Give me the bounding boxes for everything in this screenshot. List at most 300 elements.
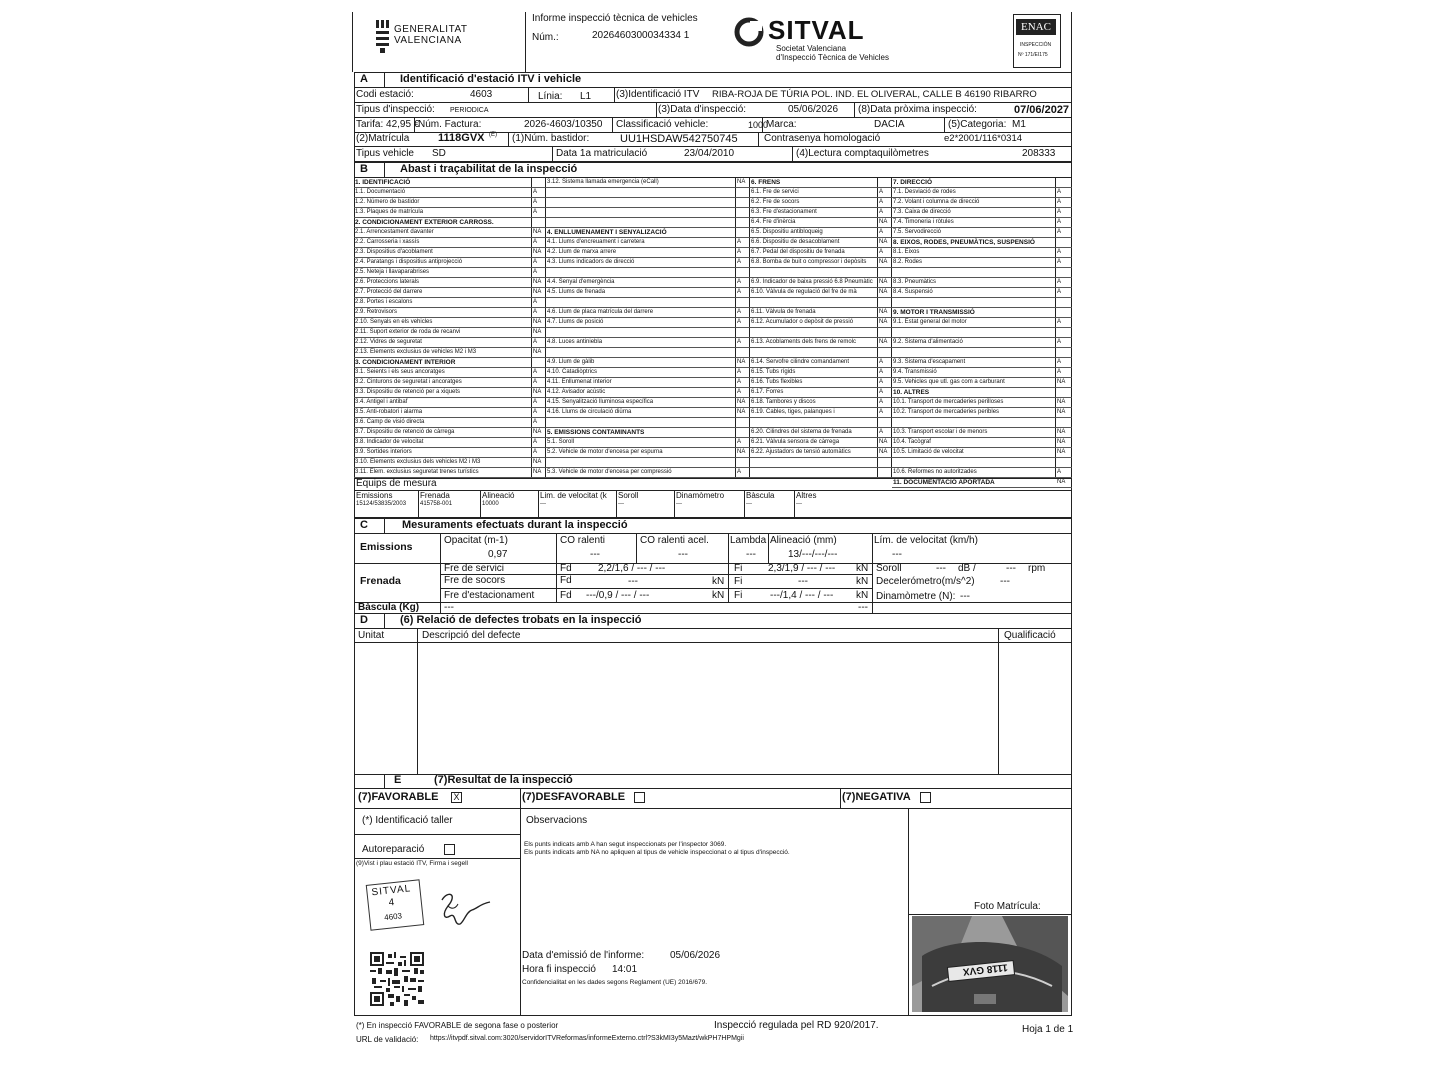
section-c-letter: C [360, 519, 368, 531]
checklist-item-result: A [737, 289, 742, 295]
checklist-item-label: 10. ALTRES [893, 389, 930, 396]
checklist-item-label: 4.11. Enllumenat interior [547, 379, 612, 385]
checklist-item [354, 198, 546, 208]
section-d [354, 614, 1072, 774]
checklist-item [750, 218, 892, 228]
checklist-item [750, 278, 892, 288]
checklist-item [892, 338, 1072, 348]
report-num: 2026460300034334 1 [592, 30, 690, 41]
checklist-item [750, 428, 892, 438]
checklist-item-label: 6.16. Tubs flexibles [751, 379, 803, 385]
checklist-item [750, 458, 892, 468]
equip-value: 15124/53835/2003 [356, 501, 407, 507]
checklist-item-label: 2.11. Suport exterior de roda de recanvi [355, 329, 461, 335]
checklist-item-label: 8.3. Pneumàtics [893, 279, 937, 285]
checklist-item-label: 10.1. Transport de mercaderies perilloses [893, 399, 1004, 405]
checklist-item-label: 5.1. Soroll [547, 439, 575, 445]
checklist-item [354, 438, 546, 448]
checklist-item [750, 308, 892, 318]
equip-cell [354, 490, 418, 517]
checklist-item [892, 368, 1072, 378]
checklist-item-label: 4.5. Llums de frenada [547, 289, 606, 295]
checklist-item [546, 448, 750, 458]
checklist-item [354, 428, 546, 438]
equip-cell [538, 490, 616, 517]
brand-sub-2: d'Inspecció Tècnica de Vehicles [776, 53, 890, 62]
checklist-item-label: 5.3. Vehicle de motor d'encesa per compressió [547, 469, 672, 475]
checklist-item [892, 418, 1072, 428]
checklist-item-label: 8.4. Suspensió [893, 289, 933, 295]
org-name-1: GENERALITAT [394, 24, 468, 35]
checklist-item-label: 4.15. Senyalització lluminosa específica [547, 399, 654, 405]
checklist-item [354, 218, 546, 228]
checklist-item-result: NA [737, 409, 746, 415]
checklist-item-result: NA [533, 329, 542, 335]
checklist-item [750, 378, 892, 388]
footer-note: (*) En inspecció FAVORABLE de segona fase o posterior [356, 1021, 559, 1030]
checklist-item [546, 468, 750, 478]
col-qualificacio: Qualificació [1004, 630, 1056, 641]
checklist-item [892, 398, 1072, 408]
checklist-item-label: 6.10. Vàlvula de regulació del fre de mà [751, 289, 857, 295]
checklist-item-label: 2.6. Proteccions laterals [355, 279, 420, 285]
checklist-item [354, 318, 546, 328]
checklist-item-result: A [1057, 469, 1062, 475]
checklist-item-result: NA [1057, 439, 1066, 445]
checklist-item [354, 288, 546, 298]
checklist-item-label: 6.18. Tambores y discos [751, 399, 816, 405]
checklist-item-label: 1.1. Documentació [355, 189, 406, 195]
checklist-item [546, 458, 750, 468]
checklist-item-label: 3.3. Dispositiu de retenció per a xiquets [355, 389, 461, 395]
checklist-item-label: 3.11. Elem. exclusius seguretat trenes turístics [355, 469, 479, 475]
checklist-item [546, 298, 750, 308]
checklist-item-label: 9.1. Estat general del motor [893, 319, 967, 325]
checklist-item [354, 418, 546, 428]
checklist-item-label: 7.1. Desviació de rodes [893, 189, 956, 195]
col-descripcio: Descripció del defecte [422, 630, 521, 641]
checklist-item-label: 7.4. Timoneria i ròtules [893, 219, 954, 225]
checklist-item-label: 8.1. Eixos [893, 249, 920, 255]
checklist-item [892, 298, 1072, 308]
checklist-item-label: 6.22. Ajustadors de tensió automàtics [751, 449, 851, 455]
equip-name: Bàscula [746, 491, 775, 500]
checklist-item-label: 9.4. Transmissió [893, 369, 937, 375]
checklist-item-result: A [533, 439, 538, 445]
checklist-item [354, 468, 546, 478]
checklist-item [892, 448, 1072, 458]
checklist-item [892, 388, 1072, 398]
equip-value: 415758-001 [420, 501, 453, 507]
section-b-letter: B [360, 163, 368, 175]
checklist-item-result: NA [533, 249, 542, 255]
checklist-item-label: 5.2. Vehicle de motor d'encesa per espurna [547, 449, 663, 455]
checklist-item-label: 6.8. Bomba de buit o compressor i depòsits [751, 259, 867, 265]
checklist-item-label: 6.5. Dispositiu antibloqueig [751, 229, 823, 235]
section-c: C Mesuraments efectuats durant la inspecció Emissions Opacitat (m-1) 0,97 CO ralenti --- CO ralenti acel. --- Lambda --- Alineació (mm) 13/---/---/--- Lím. de velocitat (km/h) --- Frenada Fre de servici Fre de socors Fre d'estacionament Fd 2,2/1,6 / --- / --- Fd --- kN Fd ---/0,9 / --- / --- kN Fi 2,3/1,9 / --- / --- kN Fi --- kN Fi ---/1,4 / --- / --- kN Soroll --- dB / --- rpm Decelerómetro(m/s^2) --- Dinamòmetre (N): --- Bàscula (Kg) --- --- [354, 518, 1072, 614]
foto-matricula-label: Foto Matrícula: [974, 901, 1041, 912]
checklist-item-result: A [533, 209, 538, 215]
checklist-item-label: 4.3. Llums indicadors de direcció [547, 259, 635, 265]
checklist-item [892, 408, 1072, 418]
checklist-item-result: A [879, 399, 884, 405]
section-a-letter: A [360, 73, 368, 85]
checklist-item-result: NA [879, 219, 888, 225]
report-title: Informe inspecció tècnica de vehicles [532, 13, 698, 24]
checklist-item-label: 3.2. Cinturons de seguretat i ancoratges [355, 379, 462, 385]
checklist-item [354, 308, 546, 318]
equip-cell [418, 490, 480, 517]
checklist-item [354, 258, 546, 268]
brand-sub-1: Societat Valenciana [776, 44, 847, 53]
checklist-column [892, 178, 1072, 486]
checklist-item-label: 2.12. Vidres de seguretat [355, 339, 422, 345]
checklist-item-label: 8.2. Rodes [893, 259, 923, 265]
checklist-item-result: NA [737, 179, 746, 185]
checklist-item-label: 6.6. Dispositiu de desacoblament [751, 239, 840, 245]
checklist-item [750, 248, 892, 258]
equip-cell [480, 490, 538, 517]
checklist-item [750, 408, 892, 418]
report-num-label: Núm.: [532, 32, 559, 43]
observacio-1: Els punts indicats amb A han segut inspeccionats per l'inspector 3069. [524, 841, 727, 848]
checklist-item-result: A [879, 229, 884, 235]
autoreparacio-checkbox [444, 844, 455, 855]
section-d-letter: D [360, 614, 368, 626]
checklist-item-result: A [1057, 339, 1062, 345]
checklist-item-result: NA [533, 429, 542, 435]
checklist-item [892, 248, 1072, 258]
equip-cell [794, 490, 1072, 517]
checklist-item [354, 298, 546, 308]
checklist-item-result: A [737, 319, 742, 325]
hora: 14:01 [612, 964, 638, 975]
checklist-item-result: A [879, 389, 884, 395]
checklist-item-result: NA [737, 399, 746, 405]
checklist-item-result: NA [879, 319, 888, 325]
checklist-item-label: 6.1. Fre de servici [751, 189, 799, 195]
checklist-item [750, 258, 892, 268]
checklist-item-result: A [1057, 319, 1062, 325]
checklist-item-result: A [737, 339, 742, 345]
checklist-item [546, 338, 750, 348]
checklist-item [546, 268, 750, 278]
checklist-item [750, 298, 892, 308]
checklist-item-result: NA [533, 389, 542, 395]
checklist-item [546, 388, 750, 398]
checklist-item-result: NA [879, 279, 888, 285]
footer [354, 1018, 1074, 1048]
checklist-item [354, 268, 546, 278]
checklist-column [750, 178, 892, 478]
checklist-item-result: NA [533, 319, 542, 325]
checklist-item-result: A [879, 409, 884, 415]
plate-text: 1118 GVX [962, 961, 1009, 977]
sitval-logo-icon [734, 17, 764, 47]
equip-value: --- [746, 501, 752, 507]
checklist-item-result: A [879, 209, 884, 215]
checklist-item-result: A [533, 269, 538, 275]
equip-name: Dinamòmetro [676, 491, 725, 500]
checklist-item [892, 198, 1072, 208]
favorable-checkbox: X [451, 792, 462, 803]
equip-cell [616, 490, 674, 517]
checklist-item [546, 398, 750, 408]
checklist-item-label: 6.9. Indicador de baixa pressió 6.8 Pneumàtic [751, 279, 873, 285]
validation-url[interactable]: https://itvpdf.sitval.com:3020/servidorITVReformas/informeExterno.ctrl?S3kMI3y5Mazt/wkPH7HPMgii [430, 1035, 744, 1042]
equips-label: Equips de mesura [356, 478, 437, 489]
checklist-item [546, 248, 750, 258]
checklist-item-label: 4.12. Avisador acústic [547, 389, 606, 395]
equip-name: Alineació [482, 491, 515, 500]
checklist-item-result: A [533, 239, 538, 245]
checklist-item-label: 6.2. Fre de socors [751, 199, 800, 205]
checklist-item-label: 2.3. Dispositius d'acoblament [355, 249, 433, 255]
checklist-item [892, 468, 1072, 478]
checklist-item-result: NA [1057, 449, 1066, 455]
checklist-item [546, 178, 750, 188]
checklist-item [354, 278, 546, 288]
equip-value: --- [618, 501, 624, 507]
checklist-item-label: 6.4. Fre d'inèrcia [751, 219, 796, 225]
checklist-item [750, 468, 892, 478]
checklist-item-result: A [533, 199, 538, 205]
checklist-item-result: NA [533, 229, 542, 235]
checklist-item-label: 3.9. Sortides interiors [355, 449, 412, 455]
checklist-item-result: A [737, 259, 742, 265]
checklist-item [750, 268, 892, 278]
checklist-item-result: A [533, 339, 538, 345]
checklist-item [546, 198, 750, 208]
checklist-item-label: 9.2. Sistema d'alimentació [893, 339, 963, 345]
checklist-item-result: A [533, 399, 538, 405]
checklist-item [546, 328, 750, 338]
checklist-item [892, 268, 1072, 278]
checklist-item-result: NA [737, 359, 746, 365]
checklist-item-label: 1.3. Plaques de matrícula [355, 209, 424, 215]
checklist-item [892, 438, 1072, 448]
checklist-item-label: 10.2. Transport de mercaderies peribles [893, 409, 1000, 415]
checklist-item-result: A [737, 279, 742, 285]
result-negativa: (7)NEGATIVA [842, 791, 911, 803]
checklist-item [750, 418, 892, 428]
section-e-title: (7)Resultat de la inspecció [434, 774, 573, 786]
checklist-item [546, 408, 750, 418]
checklist-item-label: 7.3. Caixa de direcció [893, 209, 951, 215]
checklist-item-label: 3.4. Antigel i antibaf [355, 399, 408, 405]
section-b-title: Abast i traçabilitat de la inspecció [400, 163, 578, 175]
checklist-item [354, 378, 546, 388]
checklist-item [354, 188, 546, 198]
checklist-item [750, 368, 892, 378]
section-c-title: Mesuraments efectuats durant la inspecció [402, 519, 628, 531]
checklist-item [750, 438, 892, 448]
checklist-item [546, 438, 750, 448]
section-d-title: (6) Relació de defectes trobats en la inspecció [400, 614, 642, 626]
checklist-item [892, 328, 1072, 338]
checklist-item-result: A [879, 249, 884, 255]
checklist-item-label: 10.6. Reformes no autoritzades [893, 469, 977, 475]
checklist-item-label: 3.12. Sistema llamada emergencia (eCall) [547, 179, 659, 185]
equip-name: Altres [796, 491, 817, 500]
checklist-item-result: A [1057, 279, 1062, 285]
org-name-2: VALENCIANA [394, 35, 462, 46]
checklist-item-label: 10.5. Limitació de velocitat [893, 449, 964, 455]
checklist-item-result: A [737, 369, 742, 375]
checklist-item [546, 278, 750, 288]
checklist-item-result: NA [533, 289, 542, 295]
checklist-item-result: A [533, 409, 538, 415]
station-stamp: SITVAL 4 4603 [366, 879, 425, 930]
checklist-item [892, 308, 1072, 318]
checklist-item [892, 258, 1072, 268]
checklist-item [546, 418, 750, 428]
checklist-item-result: NA [1057, 429, 1066, 435]
checklist-item-label: 2.13. Elements exclusius de vehicles M2 i M3 [355, 349, 477, 355]
checklist-item [546, 318, 750, 328]
checklist-item [892, 178, 1072, 188]
checklist-item-label: 4.8. Luces antiniebla [547, 339, 603, 345]
checklist-item [750, 228, 892, 238]
checklist-item-label: 6.14. Servofre cilindre comandament [751, 359, 850, 365]
section-e [354, 774, 1072, 1016]
taller-label: (*) Identificació taller [362, 815, 453, 826]
checklist-item-label: 7.5. Servodirecció [893, 229, 942, 235]
checklist-item-label: 10.3. Transport escolar i de menors [893, 429, 988, 435]
checklist-item-label: 6. FRENS [751, 179, 781, 186]
header [352, 12, 1072, 72]
checklist-item-result: A [1057, 229, 1062, 235]
checklist-item-result: NA [879, 309, 888, 315]
checklist-item [750, 398, 892, 408]
checklist-item [354, 348, 546, 358]
checklist-item-label: 4.10. Catadiòptrics [547, 369, 598, 375]
qr-code [370, 952, 424, 1006]
checklist-item [546, 308, 750, 318]
checklist-item-label: 6.13. Acoblaments dels frens de remolc [751, 339, 857, 345]
checklist-item [546, 368, 750, 378]
checklist-item [892, 238, 1072, 248]
checklist-item-result: A [533, 449, 538, 455]
checklist-item [750, 358, 892, 368]
checklist-item-result: A [533, 379, 538, 385]
checklist-item [892, 458, 1072, 468]
equip-value: 10000 [482, 501, 499, 507]
checklist-item-result: A [533, 309, 538, 315]
checklist-item [750, 208, 892, 218]
checklist-item-result: A [737, 389, 742, 395]
checklist-item-result: NA [1057, 479, 1066, 485]
checklist-item-label: 9.3. Sistema d'escapament [893, 359, 966, 365]
autoreparacio-label: Autoreparació [362, 844, 425, 855]
checklist-item-result: A [737, 469, 742, 475]
checklist-item [892, 428, 1072, 438]
checklist-item [354, 458, 546, 468]
checklist-item [354, 238, 546, 248]
checklist-item-label: 2.9. Retrovisors [355, 309, 398, 315]
checklist-item-label: 9.5. Vehicles que utl. gas com a carburant [893, 379, 1005, 385]
inspector-signature [434, 886, 494, 932]
checklist-item-result: A [1057, 219, 1062, 225]
checklist-item-result: A [1057, 359, 1062, 365]
checklist-item-label: 3.8. Indicador de velocitat [355, 439, 424, 445]
checklist-item-label: 6.15. Tubs rígids [751, 369, 796, 375]
checklist-item [354, 388, 546, 398]
checklist-item-label: 6.7. Pedal del dispositiu de frenada [751, 249, 845, 255]
checklist-item-label: 3.1. Seients i els seus ancoratges [355, 369, 445, 375]
checklist-item [354, 408, 546, 418]
checklist-item [750, 288, 892, 298]
checklist-item-result: A [879, 199, 884, 205]
equips-de-mesura [354, 490, 1072, 518]
checklist-item-result: A [879, 189, 884, 195]
checklist-item-label: 10.4. Tacògraf [893, 439, 931, 445]
checklist-item-result: A [737, 239, 742, 245]
footer-regulated: Inspecció regulada pel RD 920/2017. [714, 1020, 879, 1031]
checklist-item [546, 288, 750, 298]
checklist-item [546, 238, 750, 248]
checklist-item [750, 178, 892, 188]
checklist-item [354, 358, 546, 368]
checklist-item-label: 2.4. Paratangs i dispositius antiprojecció [355, 259, 463, 265]
checklist-item-label: 9. MOTOR I TRANSMISSIÓ [893, 309, 975, 316]
equip-value: --- [796, 501, 802, 507]
checklist-item [892, 188, 1072, 198]
checklist-item [892, 378, 1072, 388]
checklist-item [546, 378, 750, 388]
checklist-item [750, 238, 892, 248]
checklist-item [546, 218, 750, 228]
checklist-item [354, 448, 546, 458]
checklist-item-label: 2.7. Protecció del darrere [355, 289, 423, 295]
checklist-item-label: 4.4. Senyal d'emergència [547, 279, 615, 285]
checklist-item-label: 3. CONDICIONAMENT INTERIOR [355, 359, 456, 366]
section-a-title: Identificació d'estació ITV i vehicle [400, 73, 582, 85]
checklist-item-label: 1.2. Número de bastidor [355, 199, 420, 205]
checklist-item [892, 288, 1072, 298]
checklist-item-label: 2.8. Portes i escalons [355, 299, 413, 305]
checklist-item-label: 4.9. Llum de gàlib [547, 359, 595, 365]
checklist-item-result: A [1057, 289, 1062, 295]
equip-value: --- [540, 501, 546, 507]
checklist-item-result: A [533, 369, 538, 375]
checklist-item-result: NA [879, 449, 888, 455]
checklist-item-result: A [1057, 189, 1062, 195]
checklist-item-label: 3.5. Anti-robatori i alarma [355, 409, 423, 415]
checklist-item [546, 258, 750, 268]
checklist-item [750, 328, 892, 338]
checklist-item-result: A [533, 189, 538, 195]
checklist-item [750, 188, 892, 198]
checklist-item [750, 318, 892, 328]
checklist-item-result: A [879, 379, 884, 385]
checklist-item-label: 3.7. Dispositiu de retenció de càrrega [355, 429, 455, 435]
checklist-item-label: 3.10. Elements exclusius dels vehicles M2 i M3 [355, 459, 481, 465]
equip-name: Emissions [356, 491, 393, 500]
equip-cell [744, 490, 794, 517]
checklist-item-label: 4.1. Llums d'encreuament i carretera [547, 239, 645, 245]
checklist-item-label: 3.6. Camp de visió directa [355, 419, 425, 425]
observacions-label: Observacions [526, 815, 588, 826]
checklist-item-result: A [879, 359, 884, 365]
checklist-item-result: A [1057, 209, 1062, 215]
equip-name: Frenada [420, 491, 450, 500]
data-emissio-label: Data d'emissió de l'informe: [522, 950, 645, 961]
checklist-item-result: NA [879, 339, 888, 345]
checklist-item [546, 348, 750, 358]
checklist-item-label: 2.5. Neteja i llavaparabrises [355, 269, 430, 275]
checklist-item-label: 6.21. Vàlvula sensora de càrrega [751, 439, 840, 445]
